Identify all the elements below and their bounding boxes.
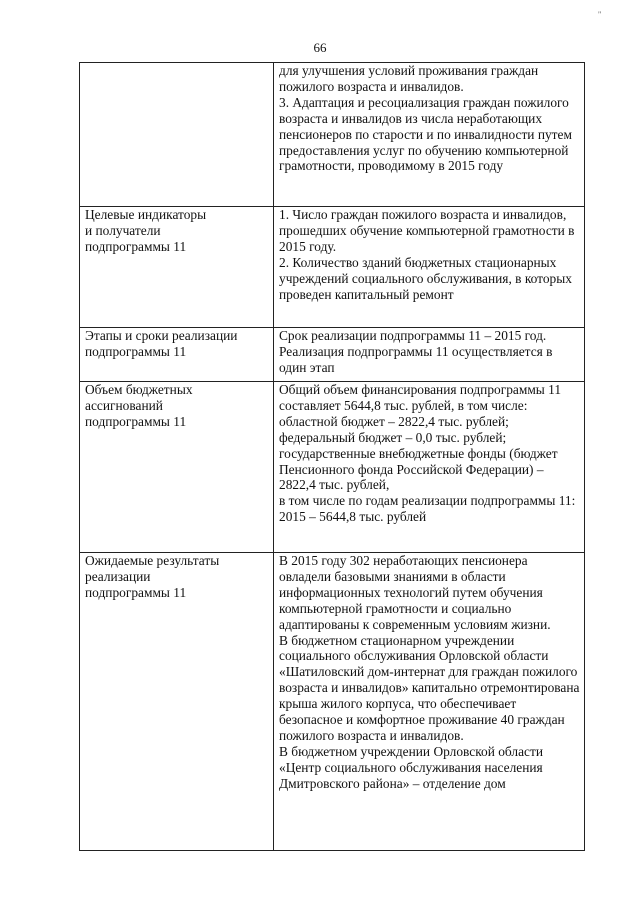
page-number: 66 bbox=[313, 40, 327, 55]
table-row-continuation bbox=[80, 63, 585, 207]
content-paragraph: 2. Количество зданий бюджетных стационарных учреждений социального обслуживания, в которых проведен капитальный ремонт bbox=[279, 254, 572, 302]
table-row-results bbox=[80, 553, 585, 851]
row-content-cell bbox=[274, 207, 585, 328]
content-paragraph: В бюджетном учреждении Орловской области «Центр социального обслуживания населения Дмитровского района» – отделение дом bbox=[279, 743, 543, 791]
table-row-indicators bbox=[80, 207, 585, 328]
content-paragraph: В 2015 году 302 неработающих пенсионера овладели базовыми знаниями в области информационных технологий путем обучения компьютерной грамотности и социально адаптированы к современным условиям жизни. bbox=[279, 553, 551, 632]
content-paragraph: для улучшения условий проживания граждан пожилого возраста и инвалидов. bbox=[279, 63, 539, 94]
row-label-cell bbox=[80, 63, 274, 207]
row-label-line: подпрограммы 11 bbox=[85, 343, 187, 359]
table-row-stages bbox=[80, 328, 585, 382]
row-label-line: Целевые индикаторы bbox=[85, 207, 207, 222]
row-label-line: ассигнований bbox=[85, 397, 163, 413]
row-label-line: реализации bbox=[85, 568, 151, 584]
row-content-cell bbox=[274, 63, 585, 207]
row-label-cell bbox=[80, 553, 274, 851]
row-content-cell bbox=[274, 382, 585, 553]
row-label-cell bbox=[80, 328, 274, 382]
corner-mark: " bbox=[598, 10, 602, 19]
content-paragraph: в том числе по годам реализации подпрограммы 11: bbox=[279, 493, 576, 509]
row-label-line: Ожидаемые результаты bbox=[85, 553, 220, 568]
row-content-cell bbox=[274, 553, 585, 851]
passport-table bbox=[79, 62, 585, 851]
row-label-line: подпрограммы 11 bbox=[85, 413, 187, 429]
row-label-cell bbox=[80, 382, 274, 553]
row-label-line: Объем бюджетных bbox=[85, 382, 193, 397]
content-paragraph: 1. Число граждан пожилого возраста и инвалидов, прошедших обучение компьютерной грамотности в 2015 году. bbox=[279, 207, 575, 254]
row-label-line: подпрограммы 11 bbox=[85, 584, 187, 600]
content-paragraph: 2015 – 5644,8 тыс. рублей bbox=[279, 509, 427, 525]
row-label-line: Этапы и сроки реализации bbox=[85, 328, 238, 343]
content-paragraph: Общий объем финансирования подпрограммы 11 составляет 5644,8 тыс. рублей, в том числе: областной бюджет – 2822,4 тыс. рублей; федеральный бюджет – 0,0 тыс. рублей; государственные внебюджетные фонды (бюджет Пенсионного фонда Российской Федерации) – 2822,4 тыс. рублей, bbox=[279, 382, 562, 493]
row-label-cell bbox=[80, 207, 274, 328]
row-content-cell bbox=[274, 328, 585, 382]
table-row-budget bbox=[80, 382, 585, 553]
row-label-line: подпрограммы 11 bbox=[85, 238, 187, 254]
content-paragraph: Срок реализации подпрограммы 11 – 2015 год. Реализация подпрограммы 11 осуществляется в один этап bbox=[279, 328, 553, 375]
content-paragraph: 3. Адаптация и ресоциализация граждан пожилого возраста и инвалидов из числа неработающих пенсионеров по старости и по инвалидности путем предоставления услуг по обучению компьютерной грамотности, проводимому в 2015 году bbox=[279, 94, 572, 174]
row-label-line: и получатели bbox=[85, 222, 161, 238]
content-paragraph: В бюджетном стационарном учреждении социального обслуживания Орловской области «Шатиловский дом-интернат для граждан пожилого возраста и инвалидов» капитально отремонтирована крыша жилого корпуса, что обеспечивает безопасное и комфортное проживание 40 граждан пожилого возраста и инвалидов. bbox=[279, 632, 580, 743]
